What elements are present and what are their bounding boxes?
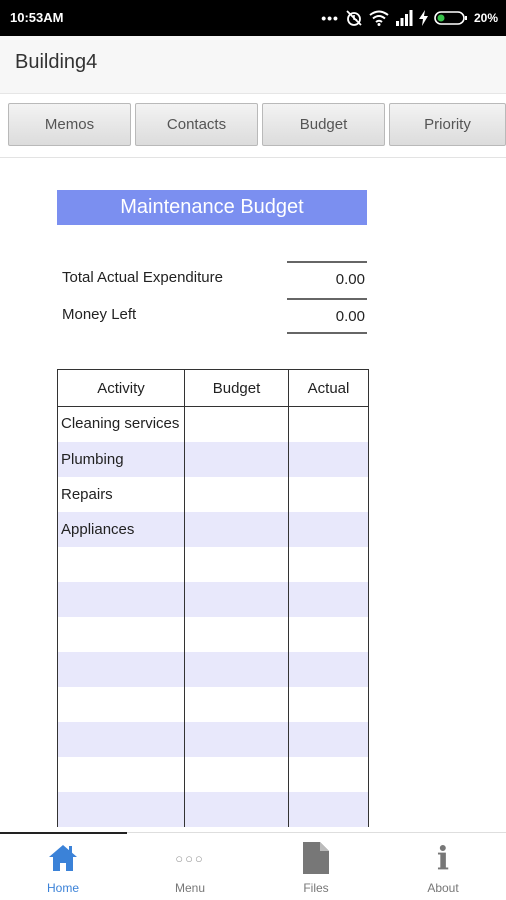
budget-cell[interactable] <box>185 652 289 687</box>
nav-home[interactable] <box>0 833 126 900</box>
info-icon: i <box>436 839 450 877</box>
activity-cell[interactable] <box>58 582 185 617</box>
actual-cell[interactable] <box>289 407 369 442</box>
actual-cell[interactable] <box>289 722 369 757</box>
table-row <box>58 547 369 582</box>
activity-cell[interactable]: Cleaning services <box>58 407 185 442</box>
nav-about-label: About <box>427 881 459 895</box>
more-dots-icon: ••• <box>321 10 339 26</box>
activity-cell[interactable]: Appliances <box>58 512 185 547</box>
file-icon <box>303 841 329 875</box>
budget-cell[interactable] <box>185 792 289 827</box>
actual-cell[interactable] <box>289 792 369 827</box>
table-row <box>58 652 369 687</box>
actual-cell[interactable] <box>289 582 369 617</box>
budget-cell[interactable] <box>185 477 289 512</box>
nav-files-label: Files <box>303 881 329 895</box>
alarm-off-icon <box>345 9 363 27</box>
budget-cell[interactable] <box>185 407 289 442</box>
activity-cell[interactable] <box>58 722 185 757</box>
budget-cell[interactable] <box>185 617 289 652</box>
table-row <box>58 792 369 827</box>
actual-cell[interactable] <box>289 442 369 477</box>
money-left-label: Money Left <box>62 306 137 323</box>
tab-memos[interactable]: Memos <box>8 103 131 146</box>
nav-files[interactable] <box>253 833 379 900</box>
app-title: Building4 <box>15 51 98 73</box>
actual-cell[interactable] <box>289 687 369 722</box>
battery-icon <box>434 10 468 26</box>
budget-cell[interactable] <box>185 757 289 792</box>
nav-menu[interactable] <box>127 833 253 900</box>
activity-cell[interactable] <box>58 617 185 652</box>
status-time: 10:53AM <box>10 10 64 25</box>
more-dots-icon: ○○○ <box>175 850 205 866</box>
nav-menu-label: Menu <box>174 881 206 895</box>
money-left-value: 0.00 <box>287 298 367 334</box>
table-row <box>58 512 369 547</box>
tab-priority[interactable]: Priority <box>389 103 506 146</box>
column-header-budget: Budget <box>185 370 289 407</box>
actual-cell[interactable] <box>289 617 369 652</box>
tab-bar <box>0 96 506 158</box>
total-expenditure-value: 0.00 <box>287 261 367 297</box>
home-icon <box>48 841 78 875</box>
table-row <box>58 722 369 757</box>
table-row <box>58 757 369 792</box>
budget-cell[interactable] <box>185 582 289 617</box>
table-row <box>58 407 369 442</box>
budget-table <box>57 369 369 827</box>
actual-cell[interactable] <box>289 652 369 687</box>
nav-about[interactable] <box>380 833 506 900</box>
table-row <box>58 477 369 512</box>
charging-icon <box>419 10 428 26</box>
actual-cell[interactable] <box>289 547 369 582</box>
wifi-icon <box>369 10 389 26</box>
table-header-row <box>58 370 369 407</box>
tab-budget[interactable]: Budget <box>262 103 385 146</box>
activity-cell[interactable] <box>58 792 185 827</box>
budget-cell[interactable] <box>185 722 289 757</box>
actual-cell[interactable] <box>289 757 369 792</box>
table-row <box>58 617 369 652</box>
budget-table-container[interactable] <box>57 369 369 832</box>
budget-cell[interactable] <box>185 442 289 477</box>
table-row <box>58 442 369 477</box>
actual-cell[interactable] <box>289 512 369 547</box>
activity-cell[interactable]: Repairs <box>58 477 185 512</box>
column-header-actual: Actual <box>289 370 369 407</box>
table-row <box>58 582 369 617</box>
total-expenditure-label: Total Actual Expenditure <box>62 269 223 286</box>
status-bar <box>0 0 506 36</box>
battery-percent: 20% <box>473 11 498 25</box>
status-icons <box>321 8 498 28</box>
signal-icon <box>395 10 413 26</box>
table-row <box>58 687 369 722</box>
budget-cell[interactable] <box>185 512 289 547</box>
budget-cell[interactable] <box>185 547 289 582</box>
bottom-nav <box>0 832 506 900</box>
tab-contacts[interactable]: Contacts <box>135 103 258 146</box>
activity-cell[interactable] <box>58 652 185 687</box>
nav-home-label: Home <box>46 881 79 895</box>
budget-cell[interactable] <box>185 687 289 722</box>
activity-cell[interactable] <box>58 757 185 792</box>
actual-cell[interactable] <box>289 477 369 512</box>
activity-cell[interactable]: Plumbing <box>58 442 185 477</box>
budget-title: Maintenance Budget <box>57 190 367 225</box>
column-header-activity: Activity <box>58 370 185 407</box>
activity-cell[interactable] <box>58 547 185 582</box>
app-bar <box>0 36 506 94</box>
activity-cell[interactable] <box>58 687 185 722</box>
